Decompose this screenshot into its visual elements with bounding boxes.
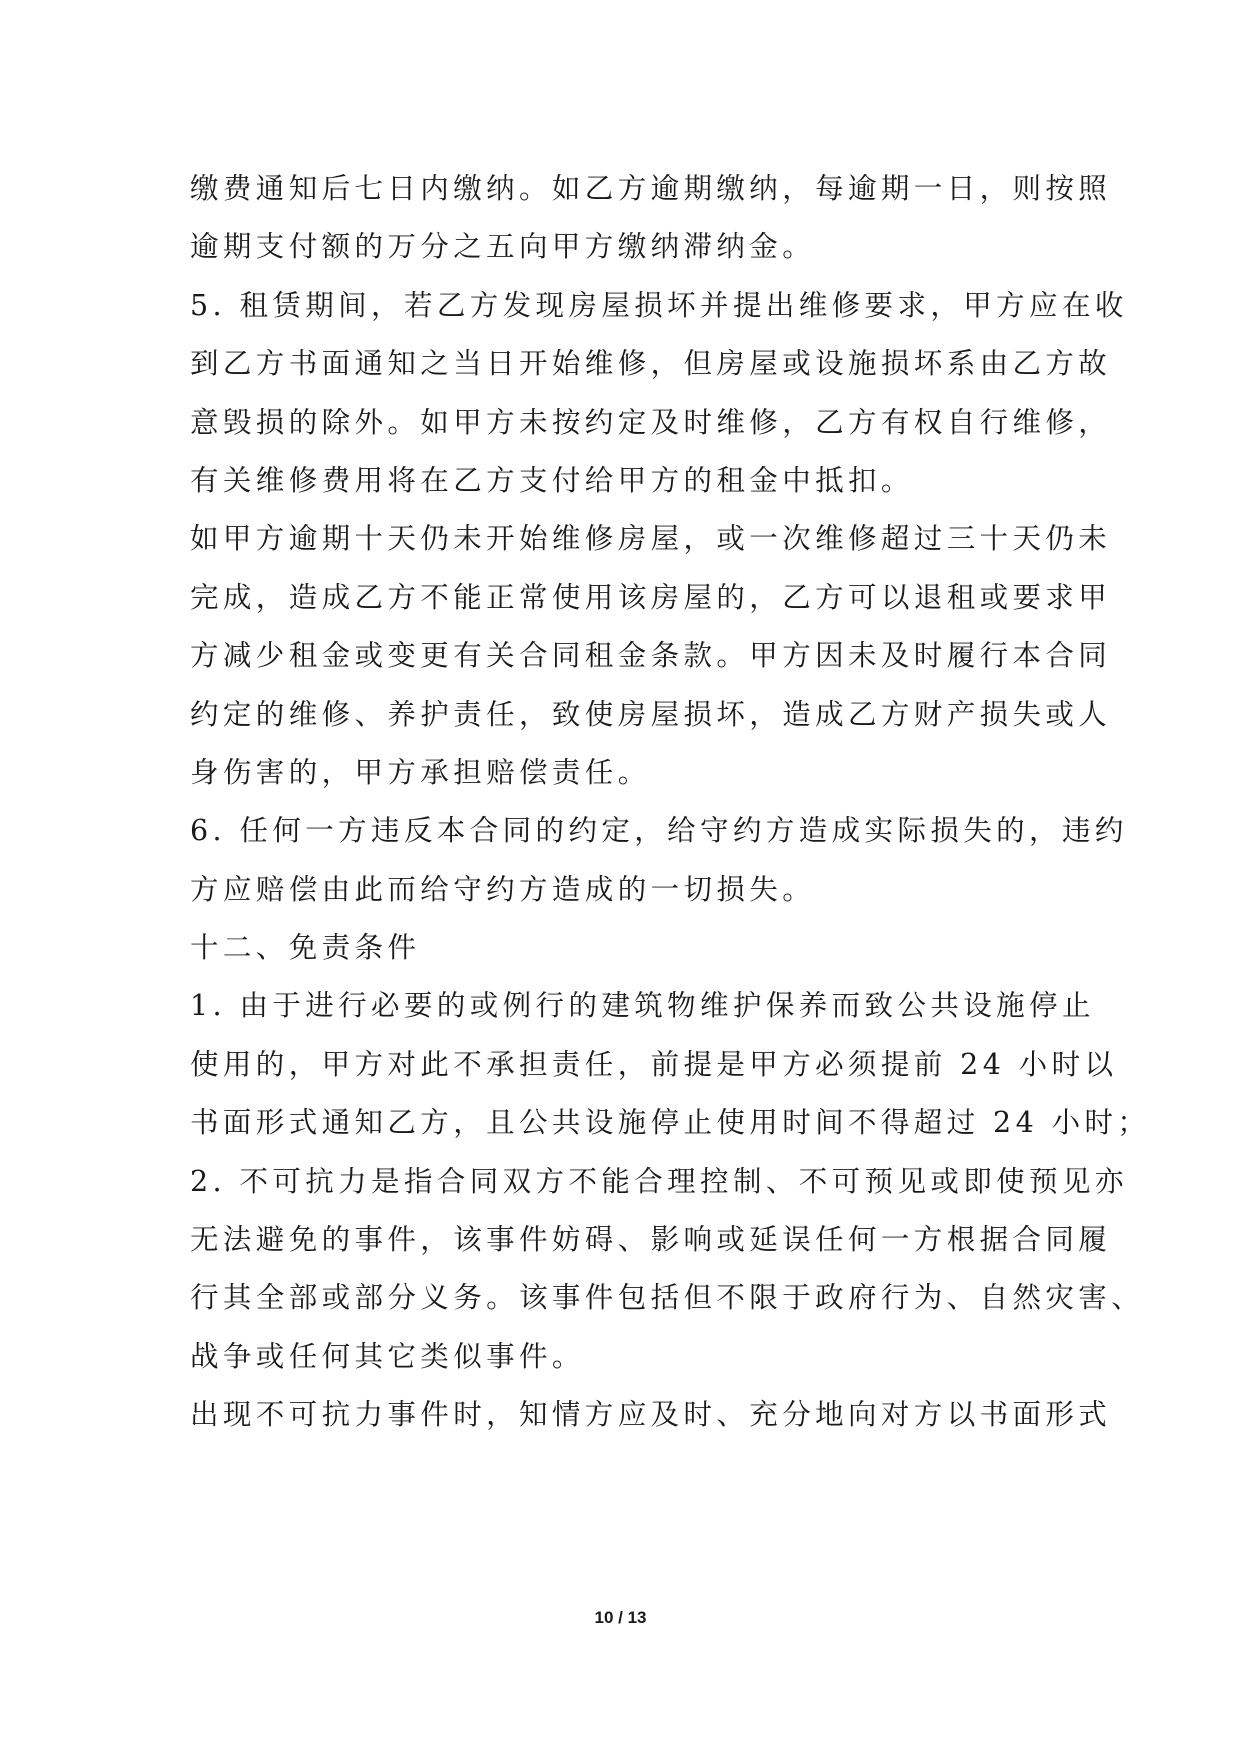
text-line: 战争或任何其它类似事件。 bbox=[190, 1339, 585, 1373]
text-line: 有关维修费用将在乙方支付给甲方的租金中抵扣。 bbox=[190, 463, 914, 497]
text-line: 使用的，甲方对此不承担责任，前提是甲方必须提前 24 小时以 bbox=[190, 1047, 1118, 1081]
text-line: 逾期支付额的万分之五向甲方缴纳滞纳金。 bbox=[190, 230, 816, 264]
text-line: 书面形式通知乙方，且公共设施停止使用时间不得超过 24 小时； bbox=[190, 1106, 1151, 1140]
text-line: 2. 不可抗力是指合同双方不能合理控制、不可预见或即使预见亦 bbox=[190, 1164, 1128, 1198]
text-line: 约定的维修、养护责任，致使房屋损坏，造成乙方财产损失或人 bbox=[190, 697, 1112, 731]
text-line: 6. 任何一方违反本合同的约定，给守约方造成实际损失的，违约 bbox=[190, 814, 1128, 848]
text-line: 出现不可抗力事件时，知情方应及时、充分地向对方以书面形式 bbox=[190, 1398, 1112, 1432]
text-line: 5. 租赁期间，若乙方发现房屋损坏并提出维修要求，甲方应在收 bbox=[190, 288, 1128, 322]
text-line: 身伤害的，甲方承担赔偿责任。 bbox=[190, 755, 651, 789]
text-line: 1. 由于进行必要的或例行的建筑物维护保养而致公共设施停止 bbox=[190, 989, 1095, 1023]
document-body bbox=[190, 160, 1151, 1445]
text-line: 完成，造成乙方不能正常使用该房屋的，乙方可以退租或要求甲 bbox=[190, 580, 1112, 614]
text-line: 意毁损的除外。如甲方未按约定及时维修，乙方有权自行维修， bbox=[190, 405, 1112, 439]
text-line: 无法避免的事件，该事件妨碍、影响或延误任何一方根据合同履 bbox=[190, 1223, 1112, 1257]
text-line: 缴费通知后七日内缴纳。如乙方逾期缴纳，每逾期一日，则按照 bbox=[190, 172, 1112, 205]
text-line: 到乙方书面通知之当日开始维修，但房屋或设施损坏系由乙方故 bbox=[190, 347, 1112, 381]
text-line: 方应赔偿由此而给守约方造成的一切损失。 bbox=[190, 872, 816, 906]
text-line: 方减少租金或变更有关合同租金条款。甲方因未及时履行本合同 bbox=[190, 639, 1112, 673]
text-line: 如甲方逾期十天仍未开始维修房屋，或一次维修超过三十天仍未 bbox=[190, 522, 1112, 556]
text-line: 行其全部或部分义务。该事件包括但不限于政府行为、自然灾害、 bbox=[190, 1281, 1145, 1315]
section-heading: 十二、免责条件 bbox=[190, 931, 421, 965]
page-number: 10 / 13 bbox=[594, 1608, 647, 1627]
